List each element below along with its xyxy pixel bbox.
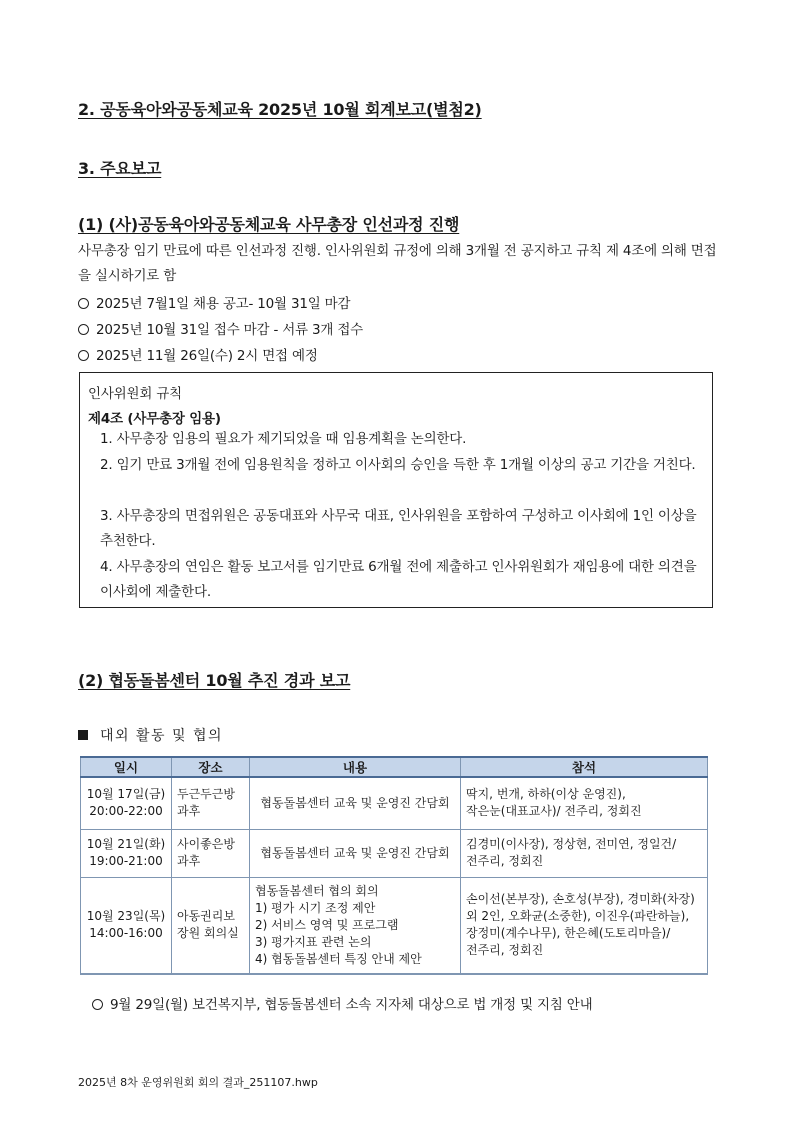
- table-header-date: 일시: [81, 757, 172, 777]
- circle-bullet-icon: [78, 324, 89, 335]
- item2-subheading: 대외 활동 및 협의: [78, 725, 223, 745]
- section-main-report-heading: 3. 주요보고: [78, 159, 162, 178]
- cell-attendees: 김경미(이사장), 정상현, 전미연, 정일건/ 전주리, 정회진: [461, 829, 708, 877]
- table-header-content: 내용: [250, 757, 461, 777]
- activities-table: [80, 756, 708, 975]
- rules-item: 3. 사무총장의 면접위원은 공동대표와 사무국 대표, 인사위원을 포함하여 구성하고 이사회에 1인 이상을 추천한다.: [100, 508, 697, 549]
- cell-place: 사이좋은방과후: [172, 829, 250, 877]
- section-accounting-report-heading: 2. 공동육아와공동체교육 2025년 10월 회계보고(별첨2): [78, 100, 482, 119]
- item1-heading: (1) (사)공동육아와공동체교육 사무총장 인선과정 진행: [78, 215, 460, 234]
- cell-date: 10월 21일(화) 19:00-21:00: [81, 829, 172, 877]
- cell-content: 협동돌봄센터 교육 및 운영진 간담회: [250, 777, 461, 829]
- cell-date: 10월 23일(목) 14:00-16:00: [81, 877, 172, 974]
- circle-bullet-icon: [78, 350, 89, 361]
- item1-bullet: 2025년 7월1일 채용 공고- 10월 31일 마감: [78, 292, 350, 312]
- item1-bullet: 2025년 11월 26일(수) 2시 면접 예정: [78, 344, 318, 364]
- cell-attendees: 딱지, 번개, 하하(이상 운영진), 작은눈(대표교사)/ 전주리, 정회진: [461, 777, 708, 829]
- circle-bullet-icon: [78, 298, 89, 309]
- table-header-row: [81, 757, 708, 777]
- item2-heading: (2) 협동돌봄센터 10월 추진 경과 보고: [78, 671, 351, 690]
- cell-content: 협동돌봄센터 협의 회의 1) 평가 시기 조정 제안 2) 서비스 영역 및 프로그램 3) 평가지표 관련 논의 4) 협동돌봄센터 특징 안내 제안: [250, 877, 461, 974]
- cell-content: 협동돌봄센터 교육 및 운영진 간담회: [250, 829, 461, 877]
- cell-place: 두근두근방과후: [172, 777, 250, 829]
- rules-box-title: 인사위원회 규칙: [88, 386, 182, 402]
- item1-bullet: 2025년 10월 31일 접수 마감 - 서류 3개 접수: [78, 318, 363, 338]
- cell-attendees: 손이선(본부장), 손호성(부장), 경미화(차장) 외 2인, 오화균(소중한), 이진우(파란하늘), 장정미(계수나무), 한은혜(도토리마을)/ 전주리, 정회진: [461, 877, 708, 974]
- item2-bullet: 9월 29일(월) 보건복지부, 협동돌봄센터 소속 지자체 대상으로 법 개정 및 지침 안내: [92, 993, 592, 1013]
- cell-date: 10월 17일(금) 20:00-22:00: [81, 777, 172, 829]
- rules-item: 4. 사무총장의 연임은 활동 보고서를 임기만료 6개월 전에 제출하고 인사위원회가 재임용에 대한 의견을 이사회에 제출한다.: [100, 559, 697, 600]
- table-header-place: 장소: [172, 757, 250, 777]
- rules-item: 1. 사무총장 임용의 필요가 제기되었을 때 임용계획을 논의한다.: [100, 431, 467, 447]
- rules-box-article: 제4조 (사무총장 임용): [88, 411, 221, 427]
- item1-description: 사무총장 임기 만료에 따른 인선과정 진행. 인사위원회 규정에 의해 3개월 전 공지하고 규칙 제 4조에 의해 면접을 실시하기로 함: [78, 243, 717, 284]
- footer-filename: 2025년 8차 운영위원회 회의 결과_251107.hwp: [78, 1076, 318, 1089]
- table-row: [81, 829, 708, 877]
- table-row: [81, 877, 708, 974]
- cell-place: 아동권리보장원 회의실: [172, 877, 250, 974]
- circle-bullet-icon: [92, 999, 103, 1010]
- table-header-attendees: 참석: [461, 757, 708, 777]
- square-bullet-icon: [78, 730, 88, 740]
- table-row: [81, 777, 708, 829]
- rules-box: [79, 372, 713, 608]
- rules-item: 2. 임기 만료 3개월 전에 임용원칙을 정하고 이사회의 승인을 득한 후 1개월 이상의 공고 기간을 거친다.: [100, 457, 696, 473]
